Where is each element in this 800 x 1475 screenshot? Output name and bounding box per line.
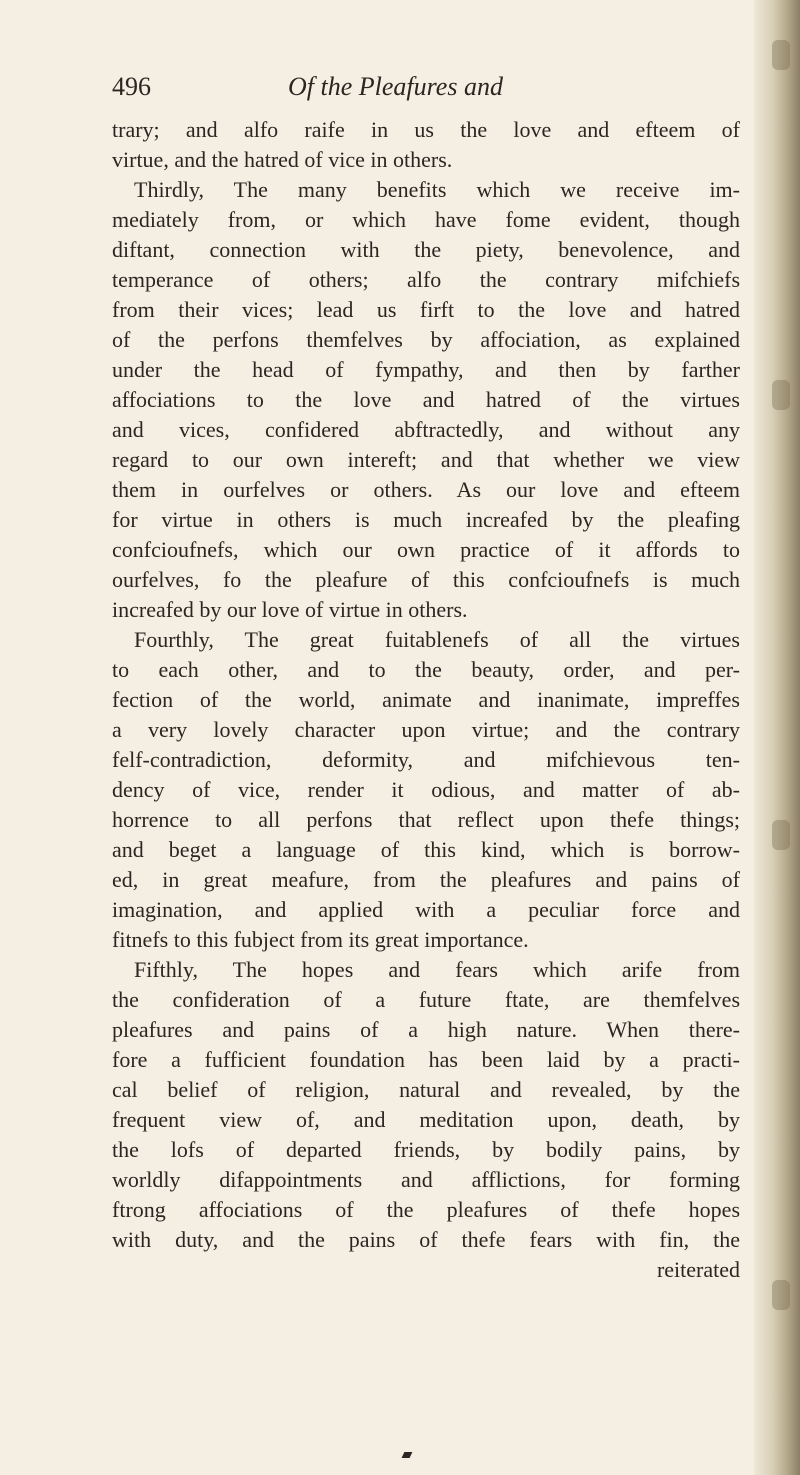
text-line: imagination, and applied with a peculiar force and bbox=[112, 897, 740, 922]
text-line: from their vices; lead us firft to the love and hatred bbox=[112, 297, 740, 322]
text-line: under the head of fympathy, and then by farther bbox=[112, 357, 740, 382]
text-line: dency of vice, render it odious, and matter of ab- bbox=[112, 777, 740, 802]
edge-stain bbox=[772, 1280, 790, 1310]
text-line: Thirdly, The many benefits which we receive im- bbox=[134, 177, 740, 202]
text-line: and beget a language of this kind, which is borrow- bbox=[112, 837, 740, 862]
text-line: regard to our own intereft; and that whether we view bbox=[112, 447, 740, 472]
text-line: virtue, and the hatred of vice in others. bbox=[112, 147, 453, 172]
text-line: them in ourfelves or others. As our love and efteem bbox=[112, 477, 740, 502]
catchword: reiterated bbox=[656, 1257, 740, 1282]
text-line: Fourthly, The great fuitablenefs of all the virtues bbox=[134, 627, 740, 652]
body-text bbox=[112, 115, 740, 1285]
text-line: ftrong affociations of the pleafures of thefe hopes bbox=[112, 1197, 740, 1222]
text-line: fection of the world, animate and inanimate, impreffes bbox=[112, 687, 740, 712]
text-line: and vices, confidered abftractedly, and without any bbox=[112, 417, 740, 442]
text-line: trary; and alfo raife in us the love and efteem of bbox=[112, 117, 740, 142]
text-line: confcioufnefs, which our own practice of it affords to bbox=[112, 537, 740, 562]
text-line: ourfelves, fo the pleafure of this confcioufnefs is much bbox=[112, 567, 740, 592]
edge-stain bbox=[772, 820, 790, 850]
running-title: Of the Pleafures and bbox=[288, 72, 503, 101]
text-line: fore a fufficient foundation has been laid by a practi- bbox=[112, 1047, 740, 1072]
text-line: ed, in great meafure, from the pleafures and pains of bbox=[112, 867, 740, 892]
text-line: with duty, and the pains of thefe fears with fin, the bbox=[112, 1227, 740, 1252]
signature-mark-icon bbox=[402, 1452, 413, 1458]
text-line: a very lovely character upon virtue; and the contrary bbox=[112, 717, 740, 742]
text-line: horrence to all perfons that reflect upon thefe things; bbox=[112, 807, 740, 832]
text-line: frequent view of, and meditation upon, death, by bbox=[112, 1107, 740, 1132]
page-edge bbox=[754, 0, 800, 1475]
text-line: of the perfons themfelves by affociation, as explained bbox=[112, 327, 740, 352]
text-line: Fifthly, The hopes and fears which arife from bbox=[134, 957, 740, 982]
edge-stain bbox=[772, 40, 790, 70]
text-line: for virtue in others is much increafed by the pleafing bbox=[112, 507, 740, 532]
text-line: pleafures and pains of a high nature. When there- bbox=[112, 1017, 740, 1042]
text-line: temperance of others; alfo the contrary mifchiefs bbox=[112, 267, 740, 292]
text-line: worldly difappointments and afflictions, for forming bbox=[112, 1167, 740, 1192]
text-line: diftant, connection with the piety, benevolence, and bbox=[112, 237, 740, 262]
page-number: 496 bbox=[112, 72, 151, 101]
text-line: to each other, and to the beauty, order, and per- bbox=[112, 657, 740, 682]
text-line: affociations to the love and hatred of the virtues bbox=[112, 387, 740, 412]
text-line: cal belief of religion, natural and revealed, by the bbox=[112, 1077, 740, 1102]
edge-stain bbox=[772, 380, 790, 410]
text-line: increafed by our love of virtue in others. bbox=[112, 597, 468, 622]
text-line: felf-contradiction, deformity, and mifchievous ten- bbox=[112, 747, 740, 772]
text-line: mediately from, or which have fome evident, though bbox=[112, 207, 740, 232]
text-line: fitnefs to this fubject from its great importance. bbox=[112, 927, 529, 952]
text-line: the confideration of a future ftate, are themfelves bbox=[112, 987, 740, 1012]
text-line: the lofs of departed friends, by bodily pains, by bbox=[112, 1137, 740, 1162]
running-header bbox=[112, 72, 752, 112]
